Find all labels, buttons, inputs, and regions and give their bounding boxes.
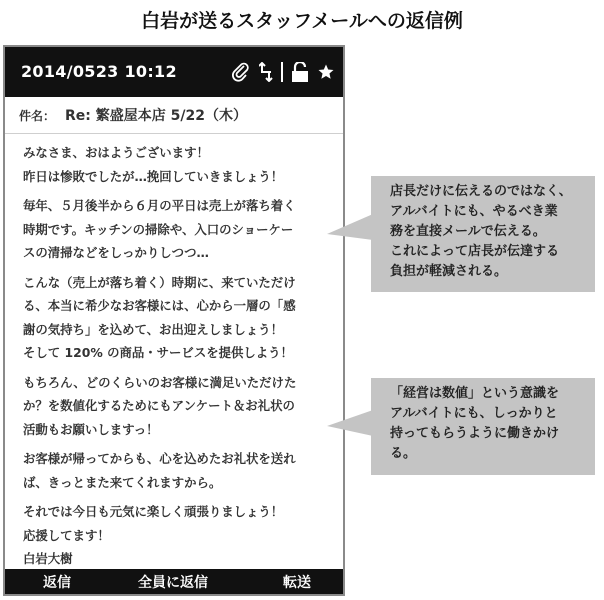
body-line: それでは今日も元気に楽しく頑張りましょう！	[23, 504, 284, 519]
unlock-icon[interactable]	[291, 62, 309, 82]
body-line: 活動もお願いしますっ！	[23, 421, 159, 437]
body-line: みなさま、おはようございます！	[23, 145, 209, 160]
annotation-callout	[371, 378, 595, 475]
body-line: 毎年、５月後半から６月の平日は売上が落ち着く	[23, 198, 296, 213]
body-line: 謝の気持ち」を込めて、お出迎えしましょう！	[23, 321, 283, 337]
body-line: 応援してます！	[23, 527, 110, 543]
callout-line: 「経営は数値」という意識を	[390, 386, 560, 401]
callout-line: これによって店長が伝達する	[390, 244, 560, 259]
callout-line: アルバイトにも、やるべき業	[390, 204, 558, 219]
body-line: 時期です。キッチンの掃除や、入口のショーケー	[23, 221, 294, 237]
paragraph	[23, 447, 335, 494]
body-line: る、本当に希少なお客様には、心から一層の「感	[23, 298, 296, 313]
mail-action-bar	[5, 569, 343, 594]
annotation-callout	[371, 176, 595, 292]
paperclip-icon[interactable]	[231, 62, 251, 82]
callout-line: 務を直接メールで伝える。	[390, 224, 546, 239]
callout-line: 持ってもらうように働きかけ	[390, 426, 560, 441]
mail-datetime: 2014/0523 10:12	[21, 62, 177, 81]
subject-value: Re: 繁盛屋本店 5/22（木）	[65, 108, 247, 124]
page-title: 白岩が送るスタッフメールへの返信例	[141, 10, 463, 32]
body-line: か？を数値化するためにもアンケート＆お礼状の	[23, 398, 295, 413]
mail-header-bar	[5, 47, 343, 97]
paragraph	[23, 271, 335, 365]
header-icons	[231, 62, 335, 82]
body-line: お客様が帰ってからも、心を込めたお礼状を送れ	[23, 451, 296, 466]
body-line: こんな（売上が落ち着く）時期に、来ていただけ	[23, 274, 296, 290]
body-line: もちろん、どのくらいのお客様に満足いただけた	[23, 374, 297, 390]
callout-line: アルバイトにも、しっかりと	[390, 406, 558, 421]
star-icon[interactable]	[317, 63, 335, 81]
reply-all-button[interactable]: 全員に返信	[138, 575, 208, 591]
body-line: ば、きっとまた来てくれますから。	[23, 474, 222, 490]
paragraph	[23, 141, 335, 188]
paragraph	[23, 371, 335, 442]
signature: 白岩大樹	[23, 551, 73, 566]
subject-row	[5, 97, 343, 134]
forward-button[interactable]: 転送	[283, 575, 311, 591]
subject-label: 件名：	[19, 108, 56, 123]
body-line: スの清掃などをしっかりしつつ…	[23, 245, 209, 260]
callout-line: る。	[390, 446, 417, 461]
mail-screen	[3, 45, 345, 596]
paragraph	[23, 194, 335, 265]
callout-line: 負担が軽減される。	[390, 264, 508, 279]
mail-body	[23, 141, 335, 577]
body-line: そして 120% の商品・サービスを提供しよう！	[23, 345, 293, 360]
callout-pointer	[327, 408, 373, 438]
reply-button[interactable]: 返信	[43, 575, 71, 591]
body-line: 昨日は惨敗でしたが…挽回していきましょう！	[23, 168, 284, 184]
icon-separator	[281, 62, 283, 82]
callout-line: 店長だけに伝えるのではなく、	[390, 184, 572, 199]
swap-arrows-icon[interactable]	[259, 62, 273, 82]
paragraph	[23, 500, 335, 571]
callout-pointer	[327, 212, 373, 242]
